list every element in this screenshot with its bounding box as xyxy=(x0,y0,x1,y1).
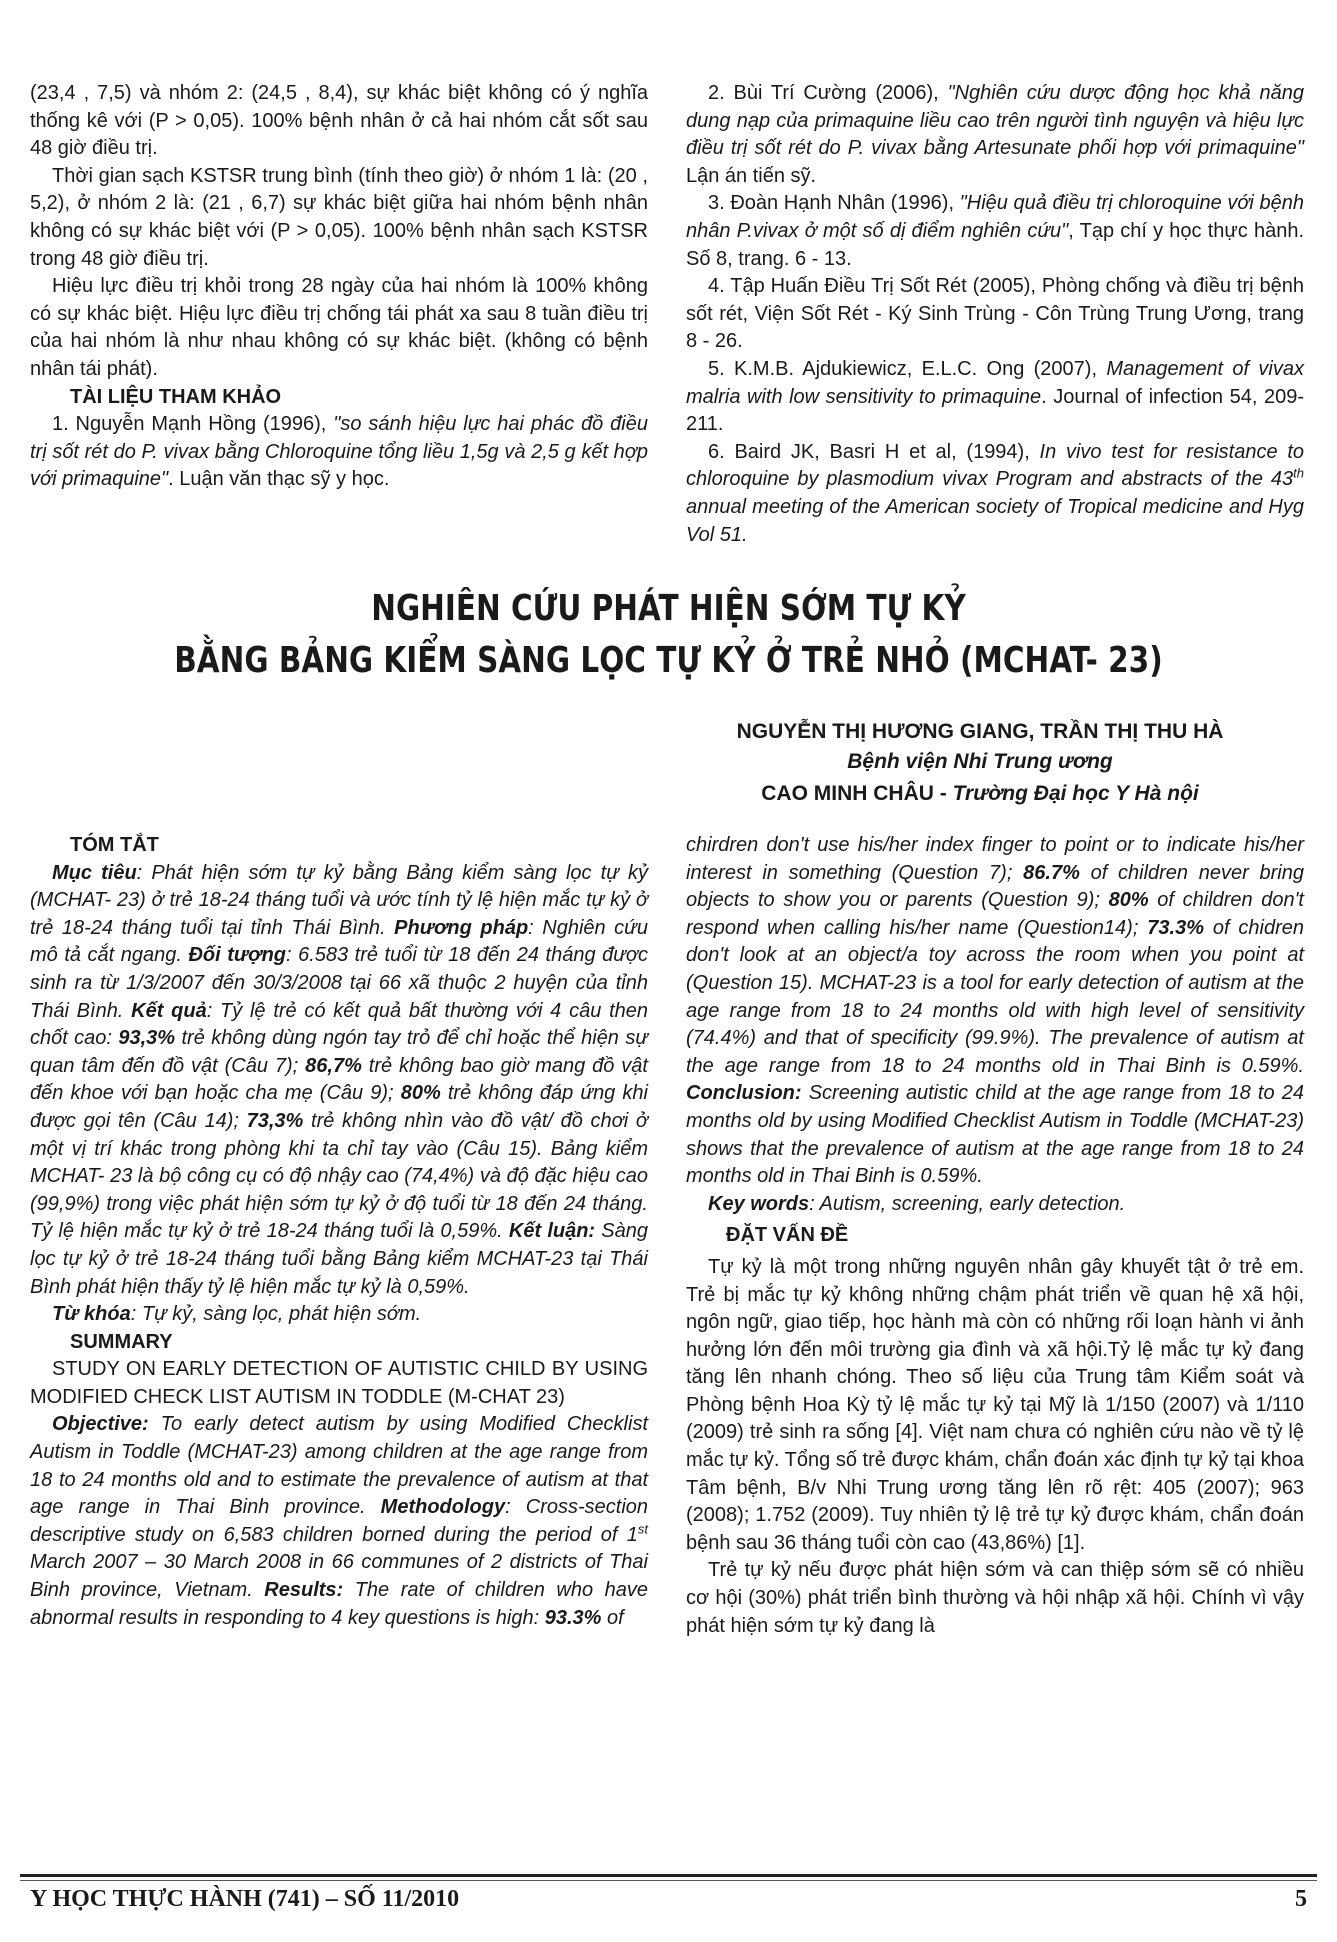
author-names-1: NGUYỄN THỊ HƯƠNG GIANG, TRẦN THỊ THU HÀ xyxy=(736,720,1224,743)
results-paragraph-1: (23,4 , 7,5) và nhóm 2: (24,5 , 8,4), sự khác biệt không có ý nghĩa thống kê với (P > 0,05). 100% bệnh nhân ở cả hai nhóm cắt sốt sau 48 giờ điều trị. xyxy=(30,82,648,160)
journal-issue: Y HỌC THỰC HÀNH (741) – SỐ 11/2010 xyxy=(30,1886,460,1912)
reference-5: 5. K.M.B. Ajdukiewicz, E.L.C. Ong (2007), Management of vivax malria with low sensitivity to primaquine. Journal of infection 54, 209-211. xyxy=(686,357,1304,436)
article-title-line-2: BẰNG BẢNG KIỂM SÀNG LỌC TỰ KỶ Ở TRẺ NHỎ (MCHAT- 23) xyxy=(174,640,1163,681)
keywords-vietnamese: Từ khóa: Tự kỷ, sàng lọc, phát hiện sớm. xyxy=(52,1303,422,1326)
previous-article-right-column xyxy=(686,80,1304,549)
previous-article-left-column xyxy=(30,80,648,494)
summary-heading: SUMMARY xyxy=(70,1330,173,1353)
introduction-paragraph-2: Trẻ tự kỷ nếu được phát hiện sớm và can thiệp sớm sẽ có nhiều cơ hội (30%) phát triển bình thường và hội nhập xã hội. Chính vì vậy phát hiện sớm tự kỷ đang là xyxy=(686,1559,1304,1637)
summary-english-continued: chirdren don't use his/her index finger to point or to indicate his/her interest in something (Question 7); 86.7% of children never bring objects to show you or parents (Question 9); 80% of children don't respond when calling his/her name (Question14); 73.3% of chidren don't look at an object/a toy across the room when you point at (Question 15). MCHAT-23 is a tool for early detection of autism at the age range from 18 to 24 months old with high level of sensitivity (74.4%) and that of specificity (99.9%). The prevalence of autism at the age range from 18 to 24 months old in Thai Binh is 0.59%. Conclusion: Screening autistic child at the age range from 18 to 24 months old by using Modified Checklist Autism in Toddle (MCHAT-23) shows that the prevalence of autism at the age range from 18 to 24 months old in Thai Binh is 0.59%. xyxy=(686,834,1305,1188)
introduction-paragraph-1: Tự kỷ là một trong những nguyên nhân gây khuyết tật ở trẻ em. Trẻ bị mắc tự kỷ không những chậm phát triển về quan hệ xã hội, ngôn ngữ, giao tiếp, học hành mà còn có những rối loạn hành vi ảnh hưởng lớn đến môi trường gia đình và xã hội.Tỷ lệ mắc tự kỷ đang tăng lên nhanh chóng. Theo số liệu của Trung tâm Kiểm soát và Phòng bệnh Hoa Kỳ tỷ lệ mắc tự kỷ tại Mỹ là 1/150 (2007) và 1/110 (2009) trẻ sinh ra sống [4]. Việt nam chưa có nghiên cứu nào về tỷ lệ mắc tự kỷ. Tổng số trẻ được khám, chẩn đoán xác định tự kỷ tại khoa Tâm bệnh, B/v Nhi Trung ương tăng lên rõ rệt: 405 (2007); 963 (2008); 1.752 (2009). Tuy nhiên tỷ lệ trẻ tự kỷ được khám, chẩn đoán bệnh sau 36 tháng tuổi còn cao (43,86%) [1]. xyxy=(686,1255,1304,1554)
abstract-left-column xyxy=(30,832,648,1632)
reference-4: 4. Tập Huấn Điều Trị Sốt Rét (2005), Phòng chống và điều trị bệnh sốt rét, Viện Sốt Rét - Ký Sinh Trùng - Côn Trùng Trung Ương, trang 8 - 26. xyxy=(686,275,1304,353)
summary-title: STUDY ON EARLY DETECTION OF AUTISTIC CHILD BY USING MODIFIED CHECK LIST AUTISM IN TODDLE (M-CHAT 23) xyxy=(30,1358,648,1408)
article-title-line-1: NGHIÊN CỨU PHÁT HIỆN SỚM TỰ KỶ xyxy=(371,588,966,629)
results-paragraph-2: Thời gian sạch KSTSR trung bình (tính theo giờ) ở nhóm 1 là: (20 , 5,2), ở nhóm 2 là: (21 , 6,7) sự khác biệt giữa hai nhóm bệnh nhân không có sự khác biệt với (P > 0,05). 100% bệnh nhân sạch KSTSR trong 48 giờ điều trị. xyxy=(30,164,648,270)
reference-3: 3. Đoàn Hạnh Nhân (1996), "Hiệu quả điều trị chloroquine với bệnh nhân P.vivax ở một số dị điểm nghiên cứu", Tạp chí y học thực hành. Số 8, trang. 6 - 13. xyxy=(686,192,1304,270)
reference-2: 2. Bùi Trí Cường (2006), "Nghiên cứu dược động học khả năng dung nạp của primaquine liều cao trên người tình nguyện và hiệu lực điều trị sốt rét do P. vivax bằng Artesunate phối hợp với primaquine" Lận án tiến sỹ. xyxy=(686,82,1304,187)
abstract-right-column xyxy=(686,832,1304,1640)
reference-6: 6. Baird JK, Basri H et al, (1994), In vivo test for resistance to chloroquine by plasmodium vivax Program and abstracts of the 43th annual meeting of the American society of Tropical medicine and Hyg Vol 51. xyxy=(686,440,1305,546)
footer-rule xyxy=(20,1874,1317,1877)
references-heading: TÀI LIỆU THAM KHẢO xyxy=(70,385,282,408)
abstract-vietnamese: Mục tiêu: Phát hiện sớm tự kỷ bằng Bảng kiểm sàng lọc tự kỷ (MCHAT- 23) ở trẻ 18-24 tháng tuổi và ước tính tỷ lệ hiện mắc tự kỷ ở trẻ 18-24 tháng tuổi tại tỉnh Thái Bình. Phương pháp: Nghiên cứu mô tả cắt ngang. Đối tượng: 6.583 trẻ tuổi từ 18 đến 24 tháng được sinh ra từ 1/3/2007 đến 30/3/2008 tại 66 xã thuộc 2 huyện của tỉnh Thái Bình. Kết quả: Tỷ lệ trẻ có kết quả bất thường với 4 câu then chốt cao: 93,3% trẻ không dùng ngón tay trỏ để chỉ hoặc thể hiện sự quan tâm đến đồ vật (Câu 7); 86,7% trẻ không bao giờ mang đồ vật đến khoe với bạn hoặc cha mẹ (Câu 9); 80% trẻ không đáp ứng khi được gọi tên (Câu 14); 73,3% trẻ không nhìn vào đồ vật/ đồ chơi ở một vị trí khác trong phòng khi ta chỉ tay vào (Câu 15). Bảng kiểm MCHAT- 23 là bộ công cụ có độ nhậy cao (74,4%) và độ đặc hiệu cao (99,9%) trong việc phát hiện sớm tự kỷ ở độ tuổi từ 18 đến 24 tháng. Tỷ lệ hiện mắc tự kỷ ở trẻ 18-24 tháng tuổi là 0,59%. Kết luận: Sàng lọc tự kỷ ở trẻ 18-24 tháng tuổi bằng Bảng kiểm MCHAT-23 tại Thái Bình phát hiện thấy tỷ lệ hiện mắc tự kỷ là 0,59%. xyxy=(30,861,649,1298)
reference-1: 1. Nguyễn Mạnh Hồng (1996), "so sánh hiệu lực hai phác đồ điều trị sốt rét do P. vivax bằng Chloroquine tổng liều 1,5g và 2,5 g kết hợp với primaquine". Luận văn thạc sỹ y học. xyxy=(30,413,648,491)
footer-rule-thin xyxy=(20,1880,1317,1881)
results-paragraph-3: Hiệu lực điều trị khỏi trong 28 ngày của hai nhóm là 100% không có sự khác biệt. Hiệu lực điều trị chống tái phát xa sau 8 tuần điều trị của hai nhóm là như nhau không có sự khác biệt. (không có bệnh nhân tái phát). xyxy=(30,275,648,380)
author-names-2: CAO MINH CHÂU - xyxy=(761,782,953,805)
introduction-heading: ĐẶT VẤN ĐỀ xyxy=(726,1224,849,1247)
author-affiliation-2: Trường Đại học Y Hà nội xyxy=(952,782,1199,805)
keywords-english: Key words: Autism, screening, early detection. xyxy=(708,1192,1126,1215)
author-affiliation-1: Bệnh viện Nhi Trung ương xyxy=(847,750,1113,773)
author-line-2 xyxy=(660,779,1300,809)
page-number: 5 xyxy=(1295,1886,1307,1912)
abstract-heading: TÓM TẮT xyxy=(70,834,159,856)
summary-english: Objective: To early detect autism by using Modified Checklist Autism in Toddle (MCHAT-23) among children at the age range from 18 to 24 months old and to estimate the prevalence of autism at that age range in Thai Binh province. Methodology: Cross-section descriptive study on 6,583 children borned during the period of 1st March 2007 – 30 March 2008 in 66 communes of 2 districts of Thai Binh province, Vietnam. Results: The rate of children who have abnormal results in responding to 4 key questions is high: 93.3% of xyxy=(30,1413,649,1629)
